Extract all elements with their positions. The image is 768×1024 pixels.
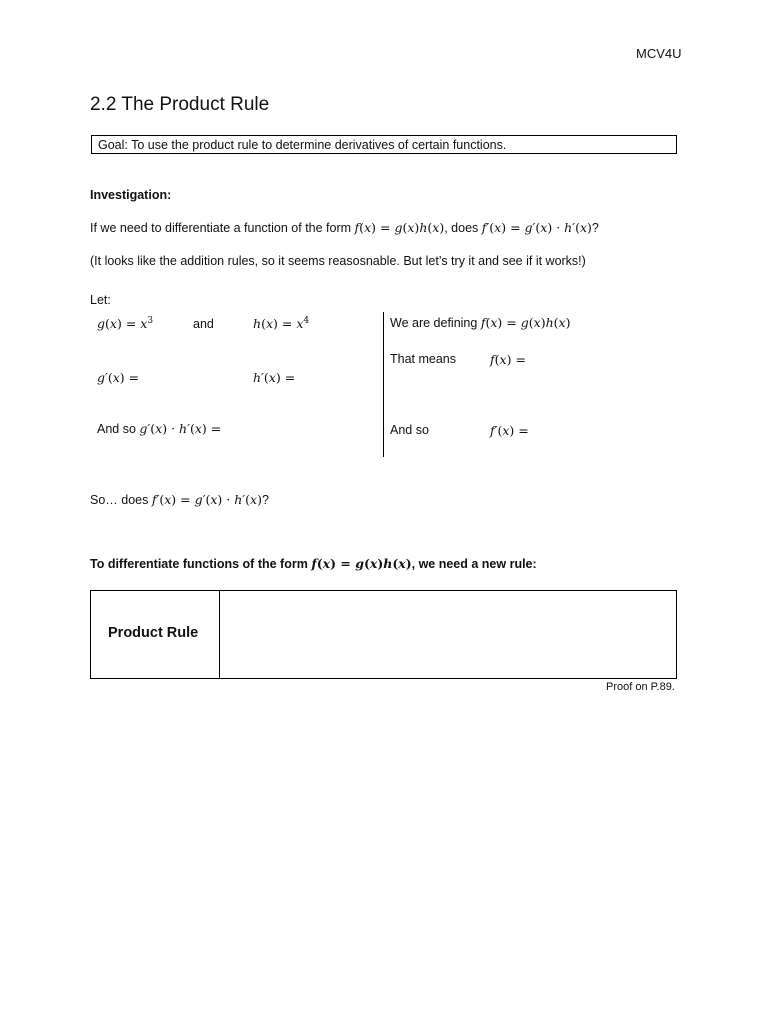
goal-box: Goal: To use the product rule to determine derivatives of certain functions. xyxy=(91,135,677,154)
g-prime-blank: g′(x) = xyxy=(97,370,140,385)
formula-f-def: f(x) = g(x)h(x) xyxy=(480,315,571,330)
and-word: and xyxy=(193,317,214,331)
so-does-question: So… does f′(x) = g′(x) · h′(x)? xyxy=(90,492,269,507)
course-code: MCV4U xyxy=(636,46,682,61)
vertical-divider xyxy=(383,312,384,457)
product-rule-divider xyxy=(219,590,220,679)
h-prime-blank: h′(x) = xyxy=(253,370,296,385)
differentiate-suffix: , we need a new rule: xyxy=(411,557,537,571)
investigation-remark: (It looks like the addition rules, so it seems reasosnable. But let’s try it and see if it works!) xyxy=(90,254,586,268)
formula-fprime-question: f′(x) = g′(x) · h′(x) xyxy=(151,492,262,507)
f-prime-blank: f′(x) = xyxy=(490,423,529,438)
investigation-question xyxy=(90,220,599,235)
we-are-defining: We are defining xyxy=(390,316,478,330)
proof-note: Proof on P.89. xyxy=(606,681,675,693)
formula-gprime-hprime: g′(x) · h′(x) = xyxy=(139,421,222,436)
h-definition: $h(x) = x^4$ xyxy=(253,316,310,332)
let-label: Let: xyxy=(90,293,111,307)
that-means: That means xyxy=(390,352,457,366)
question-prefix: If we need to differentiate a function of the form xyxy=(90,221,352,235)
f-blank: f(x) = xyxy=(490,352,526,367)
page-title: 2.2 The Product Rule xyxy=(90,94,270,115)
product-rule-label: Product Rule xyxy=(108,625,199,641)
formula-fprime-guess: f′(x) = g′(x) · h′(x) xyxy=(481,220,592,235)
question-end: ? xyxy=(591,221,599,235)
question-middle: , does xyxy=(444,221,479,235)
so-does-prefix: So… does xyxy=(90,493,149,507)
and-so-label: And so xyxy=(390,423,429,437)
and-so-prefix: And so xyxy=(97,422,136,436)
differentiate-statement xyxy=(90,556,537,571)
and-so-product-line xyxy=(97,421,221,436)
g-definition: $g(x) = x^3$ xyxy=(97,316,154,332)
defining-line xyxy=(390,315,571,330)
formula-f-eq-gh-bold: f(x) = g(x)h(x) xyxy=(311,556,412,571)
formula-f-eq-gh: f(x) = g(x)h(x) xyxy=(354,220,445,235)
investigation-heading: Investigation: xyxy=(90,188,172,202)
differentiate-prefix: To differentiate functions of the form xyxy=(90,557,308,571)
